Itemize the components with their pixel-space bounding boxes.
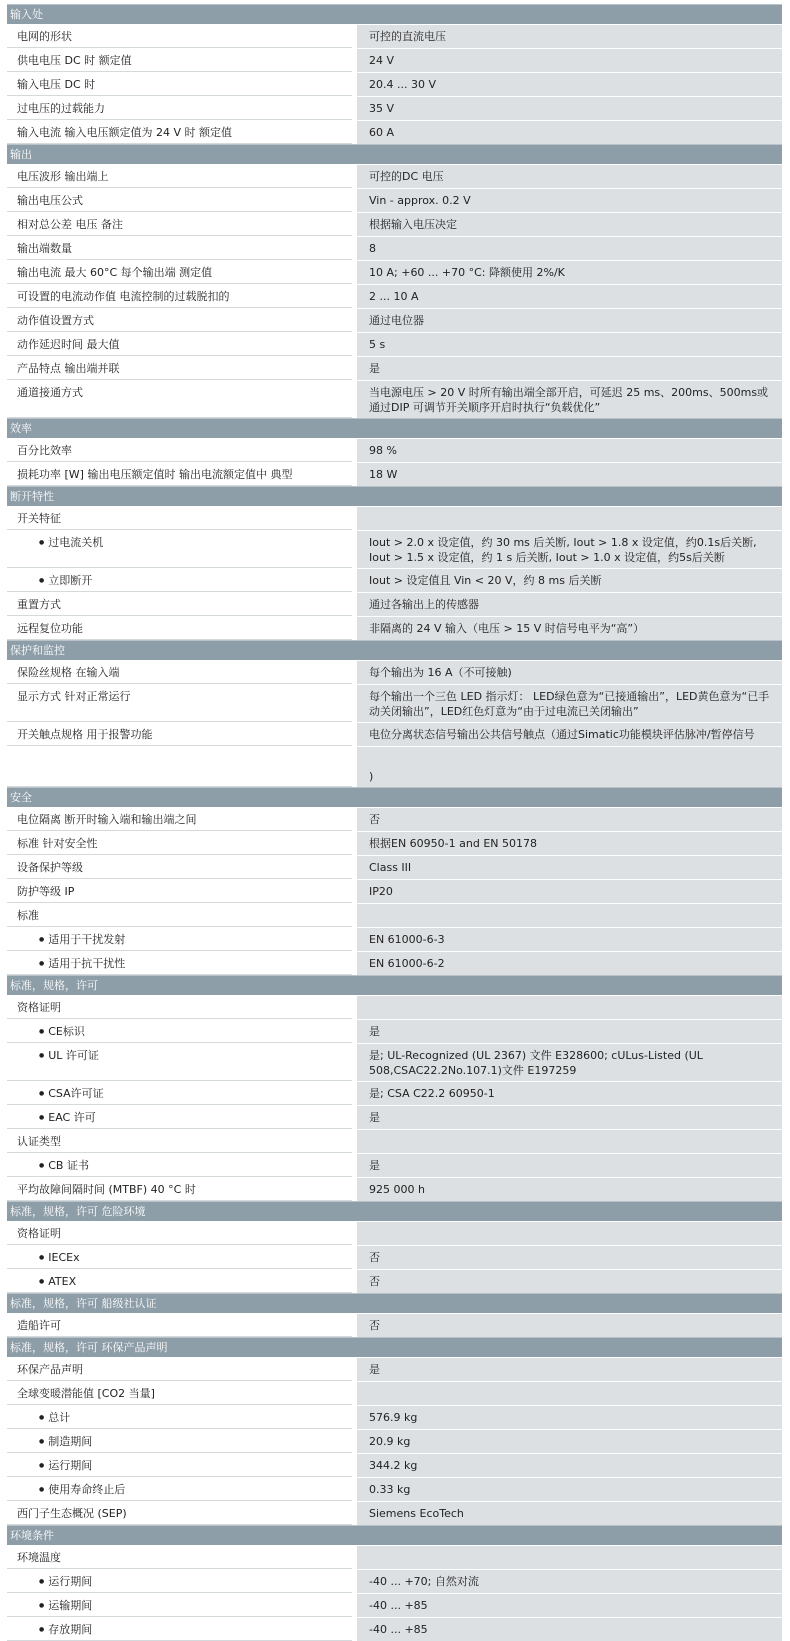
spec-value: 18 W (357, 463, 782, 486)
section-header: 保护和监控 (7, 640, 782, 660)
spec-value: 是 (357, 1358, 782, 1381)
bullet-icon (39, 1049, 48, 1062)
spec-label (7, 381, 352, 418)
bullet-icon (39, 933, 48, 946)
spec-row (7, 831, 782, 855)
spec-label (7, 1222, 352, 1245)
spec-label-text: 环境温度 (17, 1551, 61, 1564)
bullet-icon (39, 1025, 48, 1038)
spec-row (7, 506, 782, 530)
bullet-icon (39, 1275, 48, 1288)
spec-value: 20.9 kg (357, 1430, 782, 1453)
spec-label (7, 1314, 352, 1337)
spec-section (7, 640, 782, 787)
spec-value: 每个输出为 16 A（不可接触) (357, 661, 782, 684)
spec-label (7, 1178, 352, 1201)
spec-label (7, 1570, 352, 1593)
spec-section (7, 4, 782, 144)
spec-value: 每个输出一个三色 LED 指示灯： LED绿色意为“已接通输出”，LED黄色意为“已手动关闭输出”，LED红色灯意为“由于过电流已关闭输出” (357, 685, 782, 722)
spec-label (7, 1478, 352, 1501)
spec-label-text: 供电电压 DC 时 额定值 (17, 54, 132, 67)
spec-label-text: 认证类型 (17, 1135, 61, 1148)
spec-label (7, 1106, 352, 1129)
spec-label-text: 可设置的电流动作值 电流控制的过载脱扣的 (17, 290, 230, 303)
spec-label (7, 285, 352, 308)
section-header: 输入处 (7, 4, 782, 24)
spec-label-text: 标准 针对安全性 (17, 837, 98, 850)
spec-value: 当电源电压 > 20 V 时所有输出端全部开启，可延迟 25 ms、200ms、500ms或通过DIP 可调节开关顺序开启时执行“负载优化” (357, 381, 782, 418)
spec-label-text: 运行期间 (48, 1459, 93, 1472)
spec-value: 24 V (357, 49, 782, 72)
section-header: 标准，规格，许可 (7, 975, 782, 995)
spec-label-text: 存放期间 (48, 1623, 93, 1636)
spec-value: 是; CSA C22.2 60950-1 (357, 1082, 782, 1105)
spec-row (7, 260, 782, 284)
spec-label (7, 1454, 352, 1477)
spec-row (7, 1453, 782, 1477)
spec-label-text: 输入电流 输入电压额定值为 24 V 时 额定值 (17, 126, 233, 139)
spec-value (357, 1222, 782, 1245)
spec-row (7, 1429, 782, 1453)
spec-value: Vin - approx. 0.2 V (357, 189, 782, 212)
spec-section (7, 1337, 782, 1525)
spec-section (7, 1293, 782, 1337)
spec-label-text: 通道接通方式 (17, 386, 83, 399)
spec-value: 非隔离的 24 V 输入（电压 > 15 V 时信号电平为“高”） (357, 617, 782, 640)
spec-section (7, 1201, 782, 1293)
spec-label (7, 73, 352, 96)
spec-row (7, 927, 782, 951)
bullet-icon (39, 536, 48, 549)
spec-row (7, 616, 782, 640)
spec-label-text: 动作延迟时间 最大值 (17, 338, 120, 351)
spec-value (357, 1546, 782, 1569)
spec-label (7, 49, 352, 72)
spec-label-text: 西门子生态概况 (SEP) (17, 1507, 127, 1520)
spec-value: 60 A (357, 121, 782, 144)
spec-label (7, 685, 352, 722)
spec-section (7, 144, 782, 418)
spec-row (7, 746, 782, 787)
spec-value: 576.9 kg (357, 1406, 782, 1429)
spec-label (7, 1502, 352, 1525)
spec-label-text: 输入电压 DC 时 (17, 78, 96, 91)
spec-row (7, 96, 782, 120)
spec-row (7, 1593, 782, 1617)
spec-label (7, 189, 352, 212)
spec-label (7, 1382, 352, 1405)
spec-value: 925 000 h (357, 1178, 782, 1201)
spec-row (7, 903, 782, 927)
spec-label-text: 电位隔离 断开时输入端和输出端之间 (17, 813, 197, 826)
spec-row (7, 995, 782, 1019)
spec-value: -40 ... +85 (357, 1618, 782, 1641)
spec-label-text: 百分比效率 (17, 444, 72, 457)
section-header: 环境条件 (7, 1525, 782, 1545)
spec-label (7, 1618, 352, 1641)
spec-row (7, 1477, 782, 1501)
spec-row (7, 722, 782, 746)
spec-label (7, 333, 352, 356)
spec-label-text: 远程复位功能 (17, 622, 83, 635)
spec-label (7, 808, 352, 831)
spec-value: Siemens EcoTech (357, 1502, 782, 1525)
spec-label (7, 357, 352, 380)
spec-value: 通过电位器 (357, 309, 782, 332)
spec-row (7, 1381, 782, 1405)
spec-label (7, 723, 352, 746)
section-header: 标准，规格，许可 环保产品声明 (7, 1337, 782, 1357)
spec-value: 98 % (357, 439, 782, 462)
spec-label (7, 996, 352, 1019)
spec-value: ) (357, 747, 782, 787)
spec-label-text: IECEx (48, 1251, 80, 1264)
spec-label-text: 使用寿命终止后 (48, 1483, 126, 1496)
spec-row (7, 855, 782, 879)
spec-value: 可控的直流电压 (357, 25, 782, 48)
spec-row (7, 530, 782, 568)
spec-value: 否 (357, 1246, 782, 1269)
spec-label-text: 适用于干扰发射 (48, 933, 126, 946)
spec-row (7, 438, 782, 462)
bullet-icon (39, 1459, 48, 1472)
spec-label-text: 过电压的过载能力 (17, 102, 105, 115)
spec-section (7, 486, 782, 640)
spec-label-text: 全球变暖潜能值 [CO2 当量] (17, 1387, 155, 1400)
spec-row (7, 1405, 782, 1429)
spec-value: 否 (357, 1270, 782, 1293)
spec-label-text: 保险丝规格 在输入端 (17, 666, 120, 679)
spec-row (7, 1019, 782, 1043)
spec-value: 是 (357, 1154, 782, 1177)
spec-label (7, 97, 352, 120)
bullet-icon (39, 1575, 48, 1588)
spec-row (7, 1245, 782, 1269)
spec-label-text: 开关特征 (17, 512, 61, 525)
spec-label (7, 121, 352, 144)
spec-row (7, 1501, 782, 1525)
spec-row (7, 1269, 782, 1293)
spec-label (7, 1082, 352, 1105)
spec-label-text: 电压波形 输出端上 (17, 170, 109, 183)
spec-label-text: 环保产品声明 (17, 1363, 83, 1376)
spec-value: 根据输入电压决定 (357, 213, 782, 236)
spec-row (7, 284, 782, 308)
spec-value: -40 ... +85 (357, 1594, 782, 1617)
spec-row (7, 356, 782, 380)
spec-label-text: 运输期间 (48, 1599, 93, 1612)
spec-row (7, 1105, 782, 1129)
spec-row (7, 1081, 782, 1105)
spec-value: 根据EN 60950-1 and EN 50178 (357, 832, 782, 855)
spec-label-text: 造船许可 (17, 1319, 61, 1332)
spec-value: 是 (357, 357, 782, 380)
section-header: 安全 (7, 787, 782, 807)
spec-label (7, 1020, 352, 1043)
bullet-icon (39, 1623, 48, 1636)
section-header: 标准，规格，许可 船级社认证 (7, 1293, 782, 1313)
spec-label-text: 相对总公差 电压 备注 (17, 218, 123, 231)
spec-label (7, 661, 352, 684)
spec-label (7, 856, 352, 879)
spec-label-text: CSA许可证 (48, 1087, 104, 1100)
spec-row (7, 951, 782, 975)
spec-row (7, 332, 782, 356)
spec-value: 是 (357, 1020, 782, 1043)
bullet-icon (39, 1483, 48, 1496)
spec-row (7, 236, 782, 260)
spec-label-text: 设备保护等级 (17, 861, 83, 874)
spec-row (7, 188, 782, 212)
spec-value: 10 A; +60 ... +70 °C: 降额使用 2%/K (357, 261, 782, 284)
bullet-icon (39, 1159, 48, 1172)
spec-label-text: 平均故障间隔时间 (MTBF) 40 °C 时 (17, 1183, 196, 1196)
spec-row (7, 568, 782, 592)
spec-value: 通过各输出上的传感器 (357, 593, 782, 616)
spec-label-text: 显示方式 针对正常运行 (17, 690, 131, 703)
spec-section (7, 787, 782, 975)
spec-value: Class III (357, 856, 782, 879)
spec-value (357, 1382, 782, 1405)
spec-label-text: 损耗功率 [W] 输出电压额定值时 输出电流额定值中 典型 (17, 468, 293, 481)
spec-value (357, 996, 782, 1019)
spec-row (7, 879, 782, 903)
spec-label (7, 952, 352, 975)
spec-label (7, 880, 352, 903)
spec-label (7, 213, 352, 236)
spec-row (7, 807, 782, 831)
spec-row (7, 164, 782, 188)
spec-label-text: 运行期间 (48, 1575, 93, 1588)
bullet-icon (39, 957, 48, 970)
spec-label (7, 1546, 352, 1569)
spec-row (7, 1153, 782, 1177)
spec-label-text: 资格证明 (17, 1227, 61, 1240)
spec-label-text: 立即断开 (48, 574, 93, 587)
spec-label-text: 动作值设置方式 (17, 314, 94, 327)
spec-row (7, 1221, 782, 1245)
spec-row (7, 24, 782, 48)
bullet-icon (39, 1411, 48, 1424)
bullet-icon (39, 1435, 48, 1448)
spec-row (7, 1177, 782, 1201)
spec-label-text: 输出电流 最大 60°C 每个输出端 测定值 (17, 266, 213, 279)
spec-label (7, 1154, 352, 1177)
section-header: 断开特性 (7, 486, 782, 506)
spec-label-text: 输出端数量 (17, 242, 72, 255)
spec-label (7, 1430, 352, 1453)
spec-value: 2 ... 10 A (357, 285, 782, 308)
spec-label (7, 593, 352, 616)
spec-value: 35 V (357, 97, 782, 120)
spec-value: 0.33 kg (357, 1478, 782, 1501)
spec-value (357, 904, 782, 927)
spec-label (7, 1130, 352, 1153)
spec-value: -40 ... +70; 自然对流 (357, 1570, 782, 1593)
spec-label (7, 1270, 352, 1293)
spec-label-text: 适用于抗干扰性 (48, 957, 126, 970)
bullet-icon (39, 574, 48, 587)
spec-row (7, 48, 782, 72)
spec-value: 20.4 ... 30 V (357, 73, 782, 96)
bullet-icon (39, 1251, 48, 1264)
spec-label (7, 1246, 352, 1269)
spec-label (7, 904, 352, 927)
spec-label (7, 747, 352, 787)
spec-value: 344.2 kg (357, 1454, 782, 1477)
spec-section (7, 975, 782, 1201)
spec-label (7, 25, 352, 48)
spec-section (7, 418, 782, 486)
spec-label (7, 1406, 352, 1429)
spec-value: 否 (357, 808, 782, 831)
spec-value: IP20 (357, 880, 782, 903)
spec-row (7, 1617, 782, 1641)
spec-label-text: CB 证书 (48, 1159, 89, 1172)
spec-row (7, 1357, 782, 1381)
spec-label-text: 产品特点 输出端并联 (17, 362, 120, 375)
bullet-icon (39, 1111, 48, 1124)
spec-label-text: 开关触点规格 用于报警功能 (17, 728, 153, 741)
spec-label (7, 531, 352, 568)
spec-value: 可控的DC 电压 (357, 165, 782, 188)
spec-row (7, 684, 782, 722)
spec-row (7, 1545, 782, 1569)
spec-label (7, 1044, 352, 1081)
spec-label (7, 165, 352, 188)
section-header: 效率 (7, 418, 782, 438)
spec-label (7, 928, 352, 951)
spec-row (7, 120, 782, 144)
spec-label-text: 电网的形状 (17, 30, 72, 43)
spec-label (7, 617, 352, 640)
spec-value: 是 (357, 1106, 782, 1129)
spec-label-text: 标准 (17, 909, 39, 922)
section-header: 输出 (7, 144, 782, 164)
spec-label (7, 261, 352, 284)
spec-row (7, 462, 782, 486)
spec-label (7, 463, 352, 486)
bullet-icon (39, 1599, 48, 1612)
spec-label (7, 1358, 352, 1381)
bullet-icon (39, 1087, 48, 1100)
spec-value: Iout > 设定值且 Vin < 20 V，约 8 ms 后关断 (357, 569, 782, 592)
spec-row (7, 308, 782, 332)
spec-value: EN 61000-6-3 (357, 928, 782, 951)
spec-label (7, 439, 352, 462)
spec-label (7, 832, 352, 855)
section-header: 标准，规格，许可 危险环境 (7, 1201, 782, 1221)
spec-row (7, 1313, 782, 1337)
spec-row (7, 1043, 782, 1081)
spec-value: 否 (357, 1314, 782, 1337)
spec-section (7, 1525, 782, 1641)
spec-label-text: 资格证明 (17, 1001, 61, 1014)
spec-row (7, 1129, 782, 1153)
spec-value (357, 1130, 782, 1153)
spec-value: 8 (357, 237, 782, 260)
spec-value: 是; UL-Recognized (UL 2367) 文件 E328600; cULus-Listed (UL 508,CSAC22.2No.107.1)文件 E197259 (357, 1044, 782, 1081)
spec-row (7, 592, 782, 616)
spec-row (7, 380, 782, 418)
spec-row (7, 1569, 782, 1593)
spec-label-text: EAC 许可 (48, 1111, 96, 1124)
spec-label (7, 309, 352, 332)
spec-label (7, 1594, 352, 1617)
spec-label-text: 总计 (48, 1411, 71, 1424)
spec-label (7, 569, 352, 592)
spec-label-text: ATEX (48, 1275, 77, 1288)
spec-value (357, 507, 782, 530)
spec-row (7, 212, 782, 236)
spec-label (7, 237, 352, 260)
spec-label-text: 输出电压公式 (17, 194, 83, 207)
spec-label-text: 过电流关机 (48, 536, 104, 549)
spec-label-text: CE标识 (48, 1025, 85, 1038)
spec-value: 5 s (357, 333, 782, 356)
spec-value: 电位分离状态信号输出公共信号触点（通过Simatic功能模块评估脉冲/暂停信号 (357, 723, 782, 746)
spec-label-text: 制造期间 (48, 1435, 93, 1448)
spec-label-text: 重置方式 (17, 598, 61, 611)
spec-row (7, 72, 782, 96)
spec-label-text: UL 许可证 (48, 1049, 99, 1062)
spec-label-text: 防护等级 IP (17, 885, 75, 898)
spec-row (7, 660, 782, 684)
spec-value: Iout > 2.0 x 设定值，约 30 ms 后关断, Iout > 1.8 x 设定值，约0.1s后关断, Iout > 1.5 x 设定值，约 1 s 后关断, Iout > 1.0 x 设定值，约5s后关断 (357, 531, 782, 568)
spec-value: EN 61000-6-2 (357, 952, 782, 975)
spec-label (7, 507, 352, 530)
